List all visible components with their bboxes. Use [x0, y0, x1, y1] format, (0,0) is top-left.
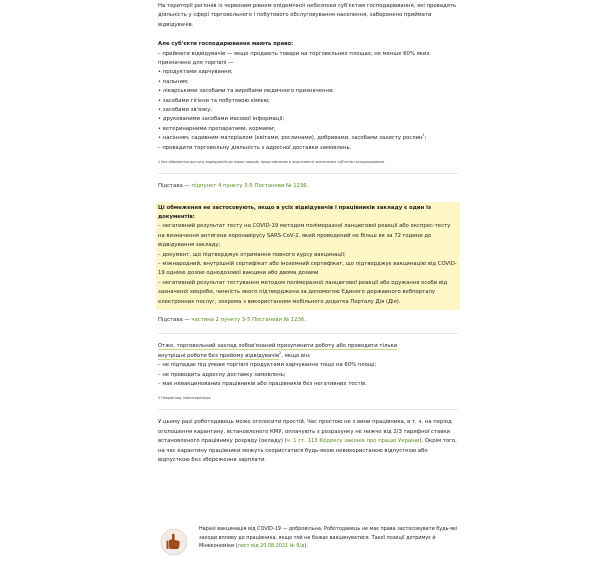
obliged-item: – не проводить адресну доставку замовлень; [158, 371, 286, 378]
exemption-item: – міжнародний, внутрішній сертифікат або іноземний сертифікат, що підтверджує вакцинацію від COVID-19 однією дозою однодозової вакцини або двома дозами [158, 260, 457, 277]
obliged-line-2: внутрішні роботи без прийому відвідувачів$^2$, якщо він: [158, 351, 311, 359]
article-column [158, 2, 458, 465]
footnote-mark[interactable]: 1 [422, 133, 425, 138]
divider [158, 333, 458, 334]
rights-item: • друкованими засобами масової інформації; [158, 116, 285, 123]
rights-item: • засобами зв'язку; [158, 107, 213, 114]
divider [158, 173, 458, 174]
finger-pointer-icon [160, 528, 188, 556]
rights-item: • лікарськими засобами та виробами медичного призначення; [158, 88, 334, 95]
basis-link-1[interactable]: підпункт 4 пункту 3-5 Постанови № 1236 [191, 183, 307, 190]
footnote-1: 1 Без обмеження доступу відвідувачів до інших товарів, представлених в асортименті визначених суб'єктів господарювання. [158, 160, 386, 165]
rights-item: • продуктами харчування; [158, 69, 233, 76]
rights-item: – провадити торговельну діяльність з адресної доставки замовлень. [158, 144, 352, 151]
obliged-item: – має невакцинованих працівників або працівників без негативних тестів. [158, 381, 367, 387]
rights-heading: Але суб'єкти господарювання мають право: [158, 41, 294, 48]
ministry-letter-link[interactable]: лист від 20.08.2021 № 6/д [237, 543, 305, 550]
rights-item: • засобами гігієни та побутовою хімією; [158, 97, 270, 104]
rights-item: • насінням, садивним матеріалом (квітами, рослинами), добривами, засобами захисту рослин$^1$; [158, 133, 427, 142]
exemption-highlight [156, 202, 460, 310]
basis-link-2[interactable]: частина 2 пункту 3-5 Постанови № 1236 [191, 316, 305, 323]
basis-line-1: Підстава — підпункт 4 пункту 3-5 Постанови № 1236. [158, 183, 309, 190]
divider [158, 409, 458, 410]
vaccination-note [160, 522, 460, 572]
rights-item: – приймати відвідувачів — якщо продають товари на торговельних площах, не менше 60% яких призначено для торгівлі — [158, 50, 430, 67]
exemption-item: – негативний результат тесту на COVID-19 методом полімеразної ланцюгової реакції або експрес-тесту на визначення антигена коронавірусу SARS-CoV-2, який проведений не більш як за 72 години до відвідування закладу; [158, 223, 451, 249]
obliged-list [158, 361, 458, 389]
rights-item: • пальним; [158, 78, 189, 85]
obliged-line-1: Отже, торговельний заклад зобов'язаний призупинити роботу або проводити тільки [158, 343, 398, 350]
footnote-mark[interactable]: 2 [278, 351, 282, 356]
basis-line-2: Підстава — частина 2 пункту 3-5 Постанови № 1236. [158, 316, 306, 323]
rights-item-text: • насінням, садивним матеріалом (квітами, рослинами), добривами, засобами захисту рослин [158, 135, 423, 142]
exemption-heading: Ці обмеження не застосовують, якщо в усіх відвідувачів і працівників закладу є один із документів: [158, 204, 432, 220]
downtime-paragraph: У цьому разі роботодавець може оголосити простій. Час простою не з вини працівника, в т. ч. на період оголошення карантину, встановленого КМУ, оплачують з розрахунку не нижче від 2/3 тарифної ставки встановленого працівнику розряду (окладу) (ч. 1 ст. 113 Кодексу законів про працю України). Окрім того, на час карантину працівники можуть скористатися будь-якою невикористаною відпусткою або відпусткою без збереження зарплати. [158, 419, 457, 464]
exemption-item: – документ, що підтверджує отримання повного курсу вакцинації; [158, 251, 346, 258]
note-text: Наразі вакцинація від COVID-19 — добровільна. Роботодавець не має права застосовувати будь-які заходи впливу до працівника, якщо той не бажає вакцинуватися. Такої позиції дотримує й Мінекономіки (лист від 20.08.2021 № 6/д). [199, 526, 458, 550]
footnote-2: 2 Наприклад, інвентаризація. [158, 396, 212, 401]
rights-list [158, 50, 458, 153]
rights-item: • ветеринарними препаратами, кормами; [158, 125, 276, 132]
obliged-item: – не підпадає під умови торгівлі продуктами харчування тощо на 60% площі; [158, 362, 377, 369]
intro-paragraph: На території регіонів із червоним рівнем епідемічної небезпеки суб'єктам господарювання, які провадять діяльність у сфері торговельного і побутового обслуговування населення, заборонено приймати відвідувачів. [158, 3, 457, 28]
exemption-item: – негативний результат тестування методом полімеразної ланцюгової реакції або одужання особи від зазначеної хвороби, чинність якого підтверджена за допомогою Єдиного державного вебпорталу електронних послуг, зокрема з використанням мобільного додатка Порталу Дія (Дія). [158, 279, 448, 305]
labor-code-link[interactable]: ч. 1 ст. 113 Кодексу законів про працю України [286, 438, 420, 445]
